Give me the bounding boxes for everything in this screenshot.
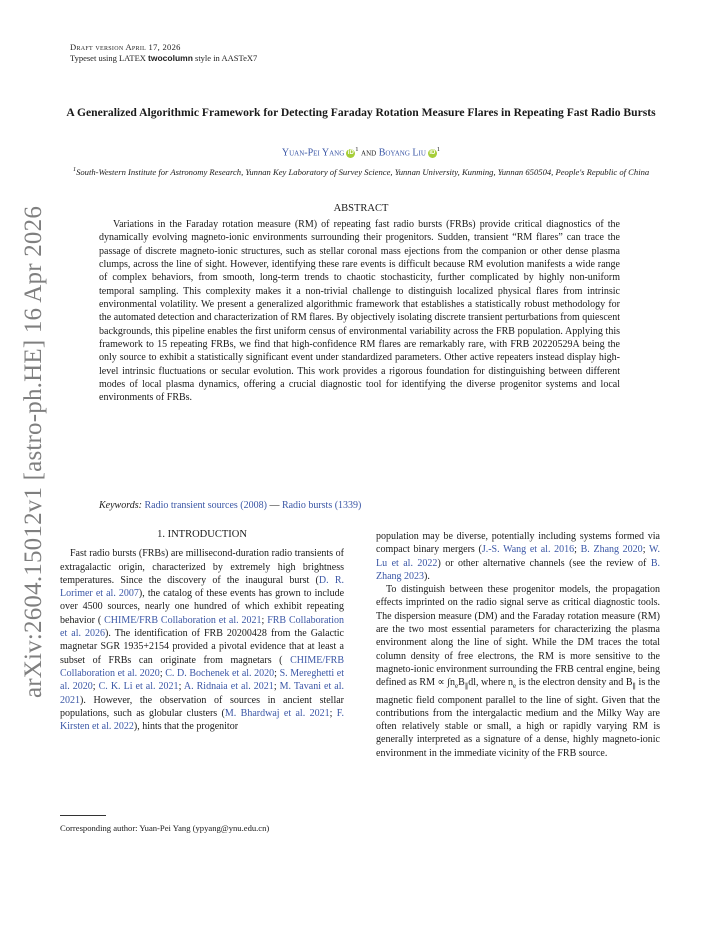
citation-link[interactable]: A. Ridnaia et al. 2021 xyxy=(183,681,274,693)
text-run: dl, where n xyxy=(468,677,514,689)
affiliation: $^1$South-Western Institute for Astronomy Research, Yunnan Key Laboratory of Survey Science, Yunnan University, Kunming, Yunnan 650504, People's Republic of China xyxy=(72,166,650,177)
keywords-line: Keywords: Radio transient sources (2008) — Radio bursts (1339) xyxy=(99,500,362,511)
text-run: ; xyxy=(329,707,337,719)
citation-link[interactable]: B. Zhang 2023 xyxy=(376,557,660,582)
intro-paragraph-2 xyxy=(376,530,660,583)
author-list: Yuan-Pei Yang $iD^1$ and Boyang Liu $iD^1$ xyxy=(281,146,441,159)
subscript: ∥ xyxy=(632,682,637,691)
text-run: ). xyxy=(424,570,430,582)
subscript: ∥ xyxy=(464,682,469,691)
text-run: ). However, the observation of sources in ancient stellar populations, such as globular clusters ( xyxy=(60,694,344,719)
latex-logo: LATEX xyxy=(118,53,146,63)
intro-paragraph-1 xyxy=(60,547,344,733)
citation-link[interactable]: D. R. Lorimer et al. 2007 xyxy=(60,574,344,600)
right-column xyxy=(376,530,660,760)
citation-link[interactable]: M. Tavani et al. 2021 xyxy=(60,681,344,706)
arxiv-identifier-stamp xyxy=(16,205,52,699)
text-run: B xyxy=(458,677,465,689)
citation-link[interactable]: F. Kirsten et al. 2022 xyxy=(60,707,345,733)
section-heading-introduction: 1. INTRODUCTION xyxy=(157,529,247,540)
text-run: ), hints that the progenitor xyxy=(133,721,239,733)
intro-paragraph-3 xyxy=(376,583,660,760)
citation-link[interactable]: W. Lu et al. 2022 xyxy=(376,544,660,569)
text-run: ; xyxy=(273,681,280,693)
author-link-liu[interactable]: Boyang Liu xyxy=(378,147,426,159)
citation-link[interactable]: J.-S. Wang et al. 2016 xyxy=(481,544,575,556)
text-run: is the magnetic field component parallel to the line of sight. Given that the contributions from the intergalactic medium and the Milky Way are often relatively stable or small, a high or rapidly varying RM is generally interpreted as a signature of a dense, highly magneto-ionic environment in the immediate vicinity of the FRB source. xyxy=(376,677,660,759)
text-run: ; xyxy=(642,544,649,556)
citation-link[interactable]: CHIME/FRB Collaboration et al. 2021 xyxy=(104,614,262,626)
citation-link[interactable]: FRB Collaboration et al. 2026 xyxy=(60,614,344,640)
citation-link[interactable]: C. K. Li et al. 2021 xyxy=(98,681,179,693)
subscript: e xyxy=(454,682,459,691)
author-link-yang[interactable]: Yuan-Pei Yang xyxy=(281,147,345,159)
typeset-line: Typeset using LATEX twocolumn style in AASTeX7 xyxy=(70,53,258,63)
text-run: ; xyxy=(274,667,280,679)
text-run: ). The identification of FRB 20200428 from the Galactic magnetar SGR 1935+2154 provided a pivotal evidence that at least a subset of FRBs can originate from magnetars ( xyxy=(60,628,344,666)
text-run: ) or other alternative channels (see the review of xyxy=(437,557,651,569)
text-run: Fast radio bursts (FRBs) are millisecond-duration radio transients of extragalactic origin, characterized by extremely high brightness temperatures. Since the discovery of the inaugural burst ( xyxy=(60,548,344,586)
citation-link[interactable]: S. Mereghetti et al. 2020 xyxy=(60,667,344,693)
text-run: ; xyxy=(574,544,581,556)
draft-version: Draft version April 17, 2026 xyxy=(70,42,181,52)
citation-link[interactable]: CHIME/FRB Collaboration et al. 2020 xyxy=(60,654,344,679)
citation-link[interactable]: M. Bhardwaj et al. 2021 xyxy=(224,707,330,719)
text-run: ; xyxy=(261,614,268,626)
text-run: To distinguish between these progenitor models, the propagation effects imprinted on the radio signal serve as critical diagnostic tools. The dispersion measure (DM) and the Faraday rotation measure (RM) are the two most essential parameters for characterizing the plasma environment along the line of sight. While the DM traces the total column density of free electrons, the RM is more sensitive to the magneto-ionic environment surrounding the FRB central engine, being defined as RM ∝ ∫n xyxy=(376,584,660,689)
text-run: ; xyxy=(159,667,166,679)
corresponding-author: Corresponding author: Yuan-Pei Yang (ypyang@ynu.edu.cn) xyxy=(60,823,270,833)
citation-link[interactable]: C. D. Bochenek et al. 2020 xyxy=(165,667,275,679)
orcid-icon[interactable]: iD xyxy=(347,150,354,157)
footnote-rule xyxy=(60,815,106,816)
text-run: ; xyxy=(92,681,99,693)
draft-header xyxy=(70,42,257,64)
abstract-text: Variations in the Faraday rotation measure (RM) of repeating fast radio bursts (FRBs) provide critical diagnostics of the dynamically evolving magneto-ionic environments surrounding their progenitors. Sudden, transient “RM flares” can trace the passage of discrete magneto-ionic structures, such as stellar coronal mass ejections from the companion or other dense plasma clumps, across the line of sight. However, identifying these rare events is difficult because RM evolution manifests a wide range of complex behaviors, from smooth, long-term trends to chaotic stochasticity, further complicated by highly non-uniform temporal sampling. This complexity makes it a non-trivial challenge to distinguish localized physical flares from intrinsic environmental volatility. We present a generalized algorithmic framework that establishes a statistically robust methodology for the automated detection and characterization of RM flares. By objectively isolating discrete transient perturbations from quiescent backgrounds, this pipeline enables the first uniform census of environmental variability across the FRB population. Applying this framework to 15 repeating FRBs, we find that high-confidence RM flares are remarkably rare, with FRB 20220529A being the only source to exhibit a statistically significant event under standardized parameters. Other active repeaters instead display high-level intrinsic fluctuations or secular evolution. This work provides a rigorous foundation for distinguishing between different modes of local plasma dynamics, offering a crucial diagnostic tool for identifying the diverse progenitor systems and local environments of FRBs. xyxy=(99,219,620,404)
paper-title: A Generalized Algorithmic Framework for Detecting Faraday Rotation Measure Flares in Repeating Fast Radio Bursts xyxy=(66,106,656,119)
arxiv-stamp-text: arXiv:2604.15012v1 [astro-ph.HE] 16 Apr 2026 xyxy=(20,205,47,699)
subscript: e xyxy=(513,682,517,691)
text-run: population may be diverse, potentially including systems formed via compact binary mergers ( xyxy=(376,531,660,556)
text-run: ), the catalog of these events has grown to include over 4500 sources, nearly one hundred of which exhibit repeating behavior ( xyxy=(60,588,345,626)
keyword-link-radio-bursts[interactable]: Radio bursts (1339) xyxy=(281,500,362,511)
left-column xyxy=(60,528,344,733)
orcid-icon[interactable]: iD xyxy=(429,150,436,157)
keyword-link-radio-transient[interactable]: Radio transient sources (2008) xyxy=(144,500,267,511)
abstract-heading: ABSTRACT xyxy=(333,203,389,214)
text-run: ; xyxy=(178,681,184,693)
citation-link[interactable]: B. Zhang 2020 xyxy=(580,544,643,556)
text-run: is the electron density and B xyxy=(516,677,633,689)
